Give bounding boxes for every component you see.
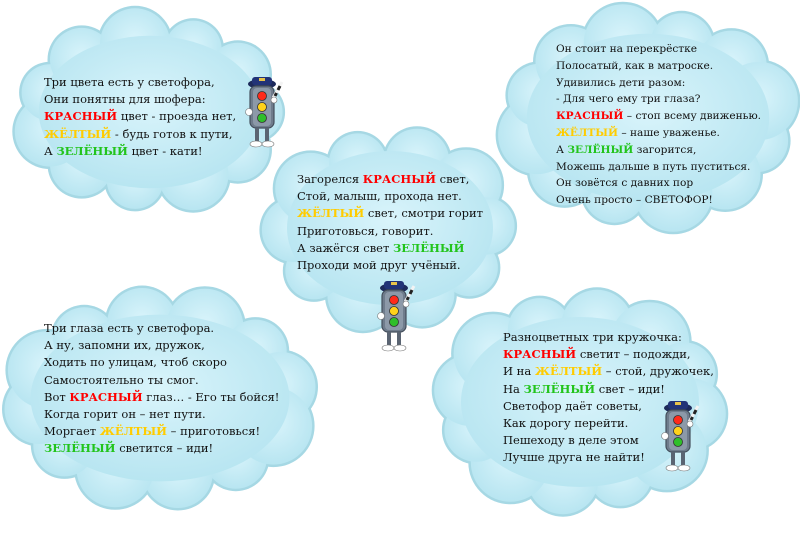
poem-bottom-left <box>44 320 279 458</box>
poem-line <box>44 440 279 457</box>
poem-line <box>297 223 483 240</box>
poem-line <box>556 159 761 176</box>
poem-text: Он зовётся с давних пор <box>556 177 694 190</box>
poem-line <box>556 91 761 108</box>
poem-text: Как дорогу перейти. <box>503 416 629 431</box>
poem-line <box>297 240 483 257</box>
poem-text: А зажёгся свет <box>297 240 393 255</box>
poem-text: цвет - проезда нет, <box>117 109 237 124</box>
poem-text: – стой, дружочек, <box>602 364 714 379</box>
color-word-red: КРАСНЫЙ <box>503 347 577 362</box>
color-word-red: КРАСНЫЙ <box>362 172 436 186</box>
poem-text: – приготовься! <box>167 424 261 439</box>
poem-text: глаз… - Его ты бойся! <box>142 389 280 404</box>
poem-text: На <box>503 381 524 396</box>
poem-line <box>556 142 761 159</box>
poem-text: - Для чего ему три глаза? <box>556 93 701 106</box>
poem-line <box>44 337 279 354</box>
poem-text: Вот <box>44 389 70 404</box>
poem-text: Разноцветных три кружочка: <box>503 330 682 344</box>
poem-text: Светофор даёт советы, <box>503 398 642 413</box>
poem-line <box>503 329 714 346</box>
poem-text: Загорелся <box>297 172 363 186</box>
poem-line <box>503 363 714 380</box>
poem-line <box>556 125 761 142</box>
poem-line <box>556 75 761 92</box>
poem-text: Он стоит на перекрёстке <box>556 43 698 55</box>
poem-line <box>44 108 236 125</box>
poem-text: А <box>44 143 57 158</box>
poem-text: Когда горит он – нет пути. <box>44 407 206 422</box>
poem-line <box>44 91 236 108</box>
poem-line <box>297 188 483 205</box>
poem-text: Лучше друга не найти! <box>503 450 645 465</box>
poem-text: - будь готов к пути, <box>111 126 233 141</box>
poem-text: Проходи мой друг учёный. <box>297 258 461 273</box>
color-word-green: ЗЕЛЁНЫЙ <box>567 143 634 156</box>
poem-text: Удивились дети разом: <box>556 76 686 89</box>
poem-line <box>44 143 236 160</box>
poem-text: Моргает <box>44 424 100 439</box>
poem-text: Три глаза есть у светофора. <box>44 321 215 335</box>
poem-line <box>556 58 761 75</box>
color-word-yellow: ЖЁЛТЫЙ <box>556 126 618 139</box>
poem-text: цвет - кати! <box>127 143 203 158</box>
poem-line <box>556 41 761 58</box>
poem-text: – стоп всему движенью. <box>623 110 762 123</box>
poem-line <box>297 171 483 188</box>
poem-text: Они понятны для шофера: <box>44 92 206 107</box>
poem-text: Приготовься, говорит. <box>297 223 434 238</box>
poem-text: Полосатый, как в матроске. <box>556 59 714 72</box>
poem-text: Три цвета есть у светофора, <box>44 75 215 89</box>
poem-text: Ходить по улицам, чтоб скоро <box>44 355 227 370</box>
poem-text: Очень просто – СВЕТОФОР! <box>556 194 713 207</box>
poem-text: Стой, малыш, прохода нет. <box>297 189 462 204</box>
traffic-light-character-icon <box>656 396 706 478</box>
poem-text: И на <box>503 364 535 379</box>
poem-center <box>297 171 483 274</box>
color-word-green: ЗЕЛЁНЫЙ <box>393 240 465 255</box>
color-word-red: КРАСНЫЙ <box>69 389 143 404</box>
poem-line <box>297 257 483 274</box>
poem-text: свет, <box>435 172 470 186</box>
color-word-yellow: ЖЁЛТЫЙ <box>534 364 603 379</box>
color-word-red: КРАСНЫЙ <box>44 109 118 124</box>
poem-top-right <box>556 41 761 209</box>
poem-line <box>556 175 761 192</box>
color-word-green: ЗЕЛЁНЫЙ <box>523 381 596 396</box>
poem-text: Пешеходу в деле этом <box>503 433 639 448</box>
poem-text: Можешь дальше в путь пуститься. <box>556 160 751 173</box>
color-word-green: ЗЕЛЁНЫЙ <box>44 441 116 456</box>
poem-text: А ну, запомни их, дружок, <box>44 338 205 353</box>
poem-line <box>503 346 714 363</box>
poem-line <box>44 320 279 337</box>
poem-text: светит – подожди, <box>576 347 691 362</box>
poem-text: загорится, <box>633 143 697 156</box>
color-word-yellow: ЖЁЛТЫЙ <box>297 206 365 221</box>
poem-text: свет, смотри горит <box>364 206 484 221</box>
poem-text: А <box>556 143 568 156</box>
poem-text: – наше уваженье. <box>617 126 720 139</box>
poem-text: Самостоятельно ты смог. <box>44 372 199 387</box>
poem-line <box>44 354 279 371</box>
color-word-yellow: ЖЁЛТЫЙ <box>99 424 168 439</box>
traffic-light-character-icon <box>240 72 290 154</box>
color-word-green: ЗЕЛЁНЫЙ <box>56 143 128 158</box>
poem-line <box>44 126 236 143</box>
traffic-light-character-icon <box>372 276 422 358</box>
poem-line <box>556 108 761 125</box>
poem-line <box>44 423 279 440</box>
poem-line <box>44 372 279 389</box>
poem-line <box>44 406 279 423</box>
color-word-red: КРАСНЫЙ <box>556 110 624 123</box>
poem-line <box>297 205 483 222</box>
poem-line <box>556 192 761 209</box>
poem-line <box>44 74 236 91</box>
poem-text: свет – иди! <box>595 381 665 396</box>
color-word-yellow: ЖЁЛТЫЙ <box>44 126 112 141</box>
poem-line <box>44 389 279 406</box>
poem-top-left <box>44 74 236 160</box>
poem-text: светится – иди! <box>115 441 214 456</box>
